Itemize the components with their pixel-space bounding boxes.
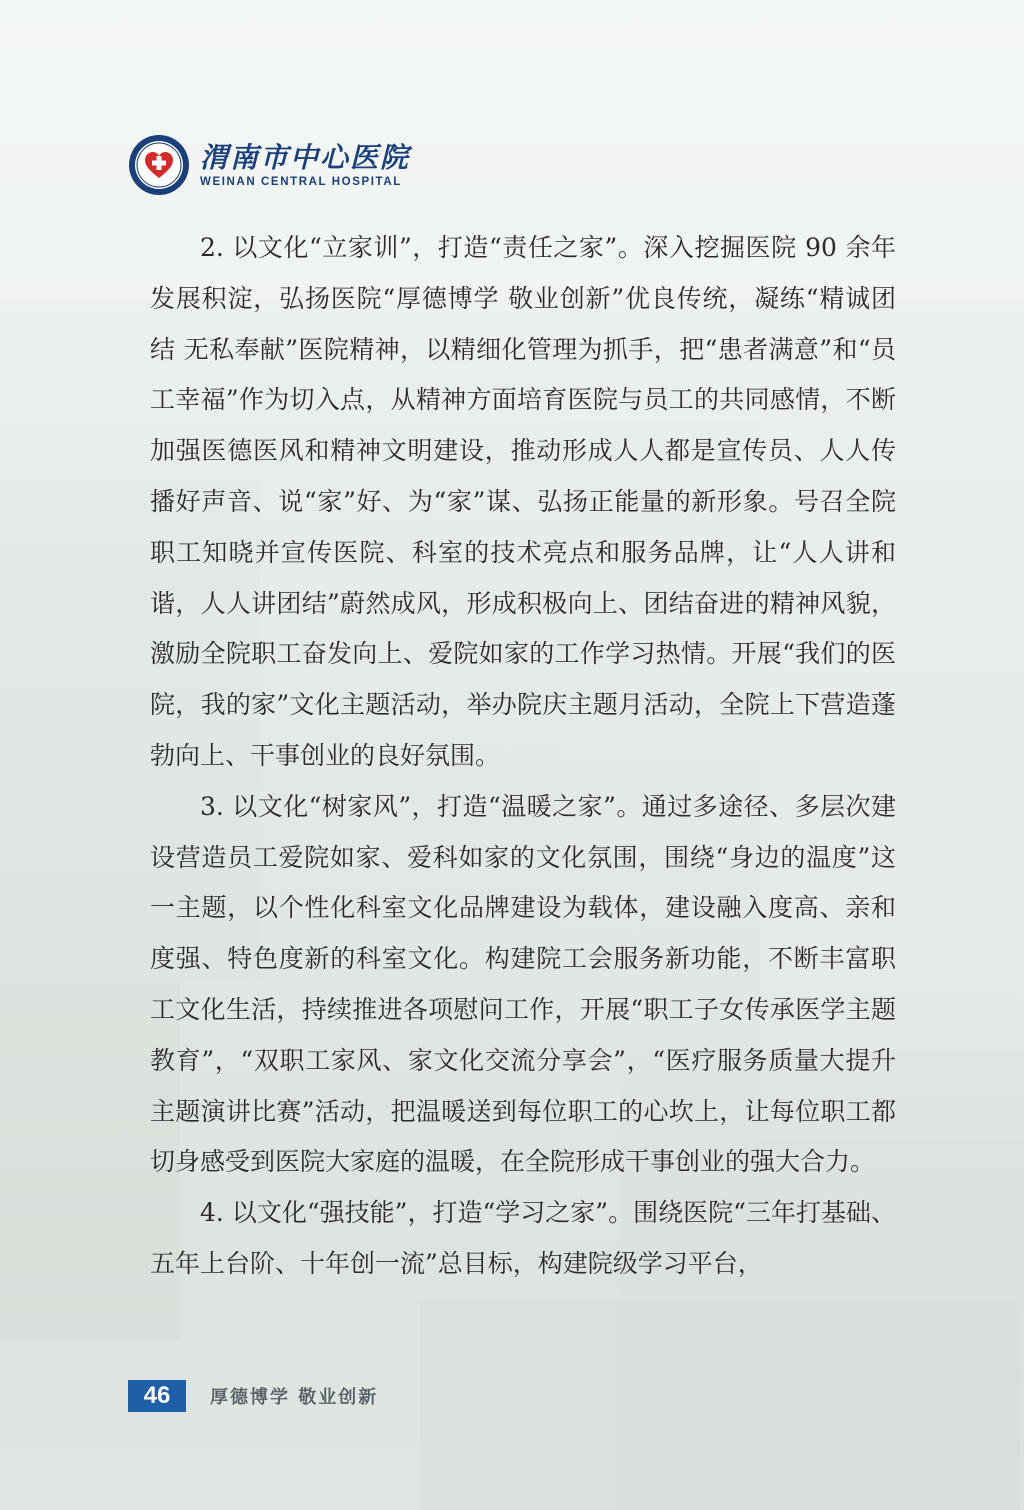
page-number: 46 bbox=[128, 1380, 186, 1412]
hospital-name-cn: 渭南市中心医院 bbox=[200, 141, 411, 174]
hospital-name-en: WEINAN CENTRAL HOSPITAL bbox=[200, 176, 402, 188]
article-body bbox=[150, 223, 896, 1290]
paragraph: 2. 以文化“立家训”，打造“责任之家”。深入挖掘医院 90 余年发展积淀，弘扬医院“厚德博学 敬业创新”优良传统，凝练“精诚团结 无私奉献”医院精神，以精细化管理为抓手，把“患者满意”和“员工幸福”作为切入点，从精神方面培育医院与员工的共同感情，不断加强医德医风和精神文明建设，推动形成人人都是宣传员、人人传播好声音、说“家”好、为“家”谋、弘扬正能量的新形象。号召全院职工知晓并宣传医院、科室的技术亮点和服务品牌，让“人人讲和谐，人人讲团结”蔚然成风，形成积极向上、团结奋进的精神风貌，激励全院职工奋发向上、爱院如家的工作学习热情。开展“我们的医院，我的家”文化主题活动，举办院庆主题月活动，全院上下营造蓬勃向上、干事创业的良好氛围。 bbox=[150, 233, 896, 770]
hospital-brand bbox=[200, 142, 410, 188]
page-footer bbox=[128, 1380, 378, 1412]
footer-motto: 厚德博学 敬业创新 bbox=[210, 1387, 379, 1408]
hospital-logo-icon bbox=[128, 134, 190, 196]
paragraph: 3. 以文化“树家风”，打造“温暖之家”。通过多途径、多层次建设营造员工爱院如家、爱科如家的文化氛围，围绕“身边的温度”这一主题，以个性化科室文化品牌建设为载体，建设融入度高、亲和度强、特色度新的科室文化。构建院工会服务新功能，不断丰富职工文化生活，持续推进各项慰问工作，开展“职工子女传承医学主题教育”，“双职工家风、家文化交流分享会”，“医疗服务质量大提升主题演讲比赛”活动，把温暖送到每位职工的心坎上，让每位职工都切身感受到医院大家庭的温暖，在全院形成干事创业的强大合力。 bbox=[150, 791, 896, 1177]
hospital-header bbox=[128, 133, 410, 197]
paragraph: 4. 以文化“强技能”，打造“学习之家”。围绕医院“三年打基础、五年上台阶、十年创一流”总目标，构建院级学习平台， bbox=[150, 1198, 896, 1278]
